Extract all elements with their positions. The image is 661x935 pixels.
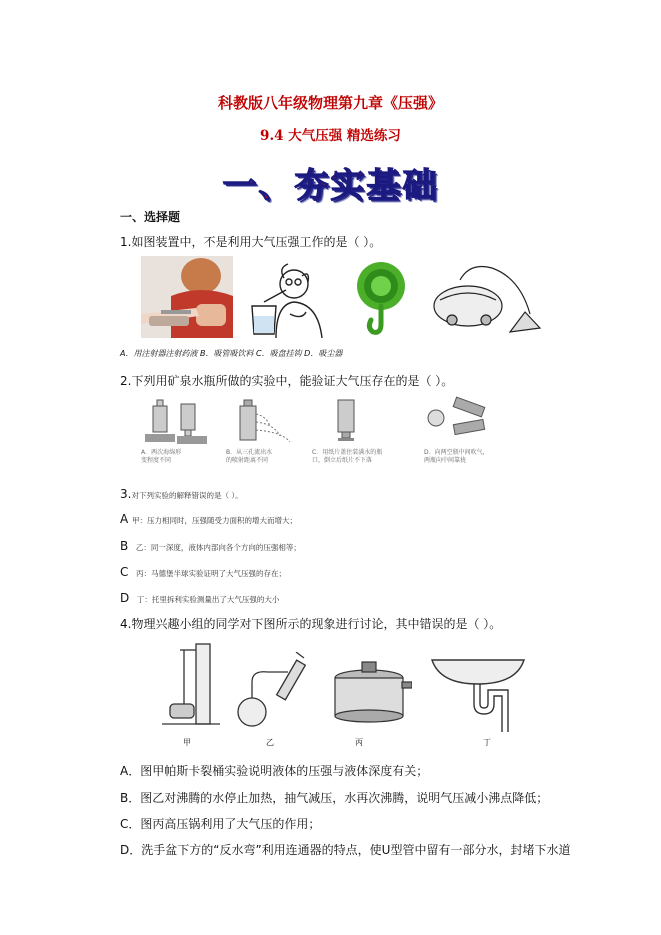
flask-pump-icon bbox=[232, 652, 310, 732]
question-2-stem: 2.下列用矿泉水瓶所做的实验中，能验证大气压存在的是（ ）。 bbox=[120, 374, 454, 388]
question-1-options: A．用注射器注射药液 B．吸管吸饮料 C．吸盘挂钩 D．吸尘器 bbox=[120, 349, 343, 358]
q2-caption-c: C．用纸片盖住装满水的瓶 口，倒立后纸片不下落 bbox=[312, 449, 383, 464]
question-4-option-b: B．图乙对沸腾的水停止加热，抽气减压，水再次沸腾，说明气压减小沸点降低； bbox=[120, 791, 549, 805]
figure-label-ding: 丁 bbox=[483, 738, 491, 747]
question-4-option-a: A．图甲帕斯卡裂桶实验说明液体的压强与液体深度有关； bbox=[120, 764, 429, 778]
figure-label-jia: 甲 bbox=[183, 738, 191, 747]
blowing-bottles-icon bbox=[424, 396, 496, 446]
question-4-stem: 4.物理兴趣小组的同学对下图所示的现象进行讨论，其中错误的是（ ）。 bbox=[120, 617, 502, 631]
q2-caption-a: A．两次海绵形 变程度不同 bbox=[141, 449, 182, 464]
question-3-option-c: C 丙：马德堡半球实验证明了大气压强的存在； bbox=[120, 565, 287, 579]
question-3-stem: 3.对下列实验的解释错误的是（ ）。 bbox=[120, 487, 243, 501]
sink-trap-icon bbox=[430, 652, 526, 732]
q2-caption-d: D．向两空瓶中间吹气， 两瓶向中间靠拢 bbox=[424, 449, 489, 464]
section-banner: 一、夯实基础 bbox=[222, 166, 439, 206]
section-heading: 一、选择题 bbox=[120, 210, 181, 224]
figure-label-yi: 乙 bbox=[266, 738, 274, 747]
question-1-stem: 1.如图装置中，不是利用大气压强工作的是（ ）。 bbox=[120, 235, 382, 249]
inverted-bottle-paper-icon bbox=[312, 396, 384, 446]
question-4-option-d: D．洗手盆下方的“反水弯”利用连通器的特点，使U型管中留有一部分水，封堵下水道 bbox=[120, 843, 571, 857]
injection-photo-icon bbox=[141, 256, 233, 338]
pascal-barrel-icon bbox=[160, 640, 222, 732]
figure-label-bing: 丙 bbox=[355, 738, 363, 747]
q2-caption-b: B．从三孔流出水 的喷射距离不同 bbox=[226, 449, 273, 464]
suction-hook-icon bbox=[345, 256, 415, 338]
drinking-straw-figure-icon bbox=[246, 256, 326, 338]
vacuum-cleaner-icon bbox=[430, 256, 545, 338]
document-title: 科教版八年级物理第九章《压强》 bbox=[217, 94, 443, 112]
question-3-option-d: D 丁：托里拆利实验测量出了大气压强的大小 bbox=[120, 591, 280, 605]
document-subtitle: 9.4 大气压强 精选练习 bbox=[260, 128, 401, 144]
pressure-cooker-icon bbox=[326, 656, 412, 726]
question-3-option-b: B 乙：同一深度，液体内部向各个方向的压强相等； bbox=[120, 539, 301, 553]
question-3-option-a: A 甲：压力相同时，压强随受力面积的增大而增大； bbox=[120, 512, 298, 526]
question-4-option-c: C．图丙高压锅利用了大气压的作用； bbox=[120, 817, 321, 831]
bottles-sponge-icon bbox=[141, 396, 213, 446]
bottle-three-holes-icon bbox=[226, 396, 298, 446]
